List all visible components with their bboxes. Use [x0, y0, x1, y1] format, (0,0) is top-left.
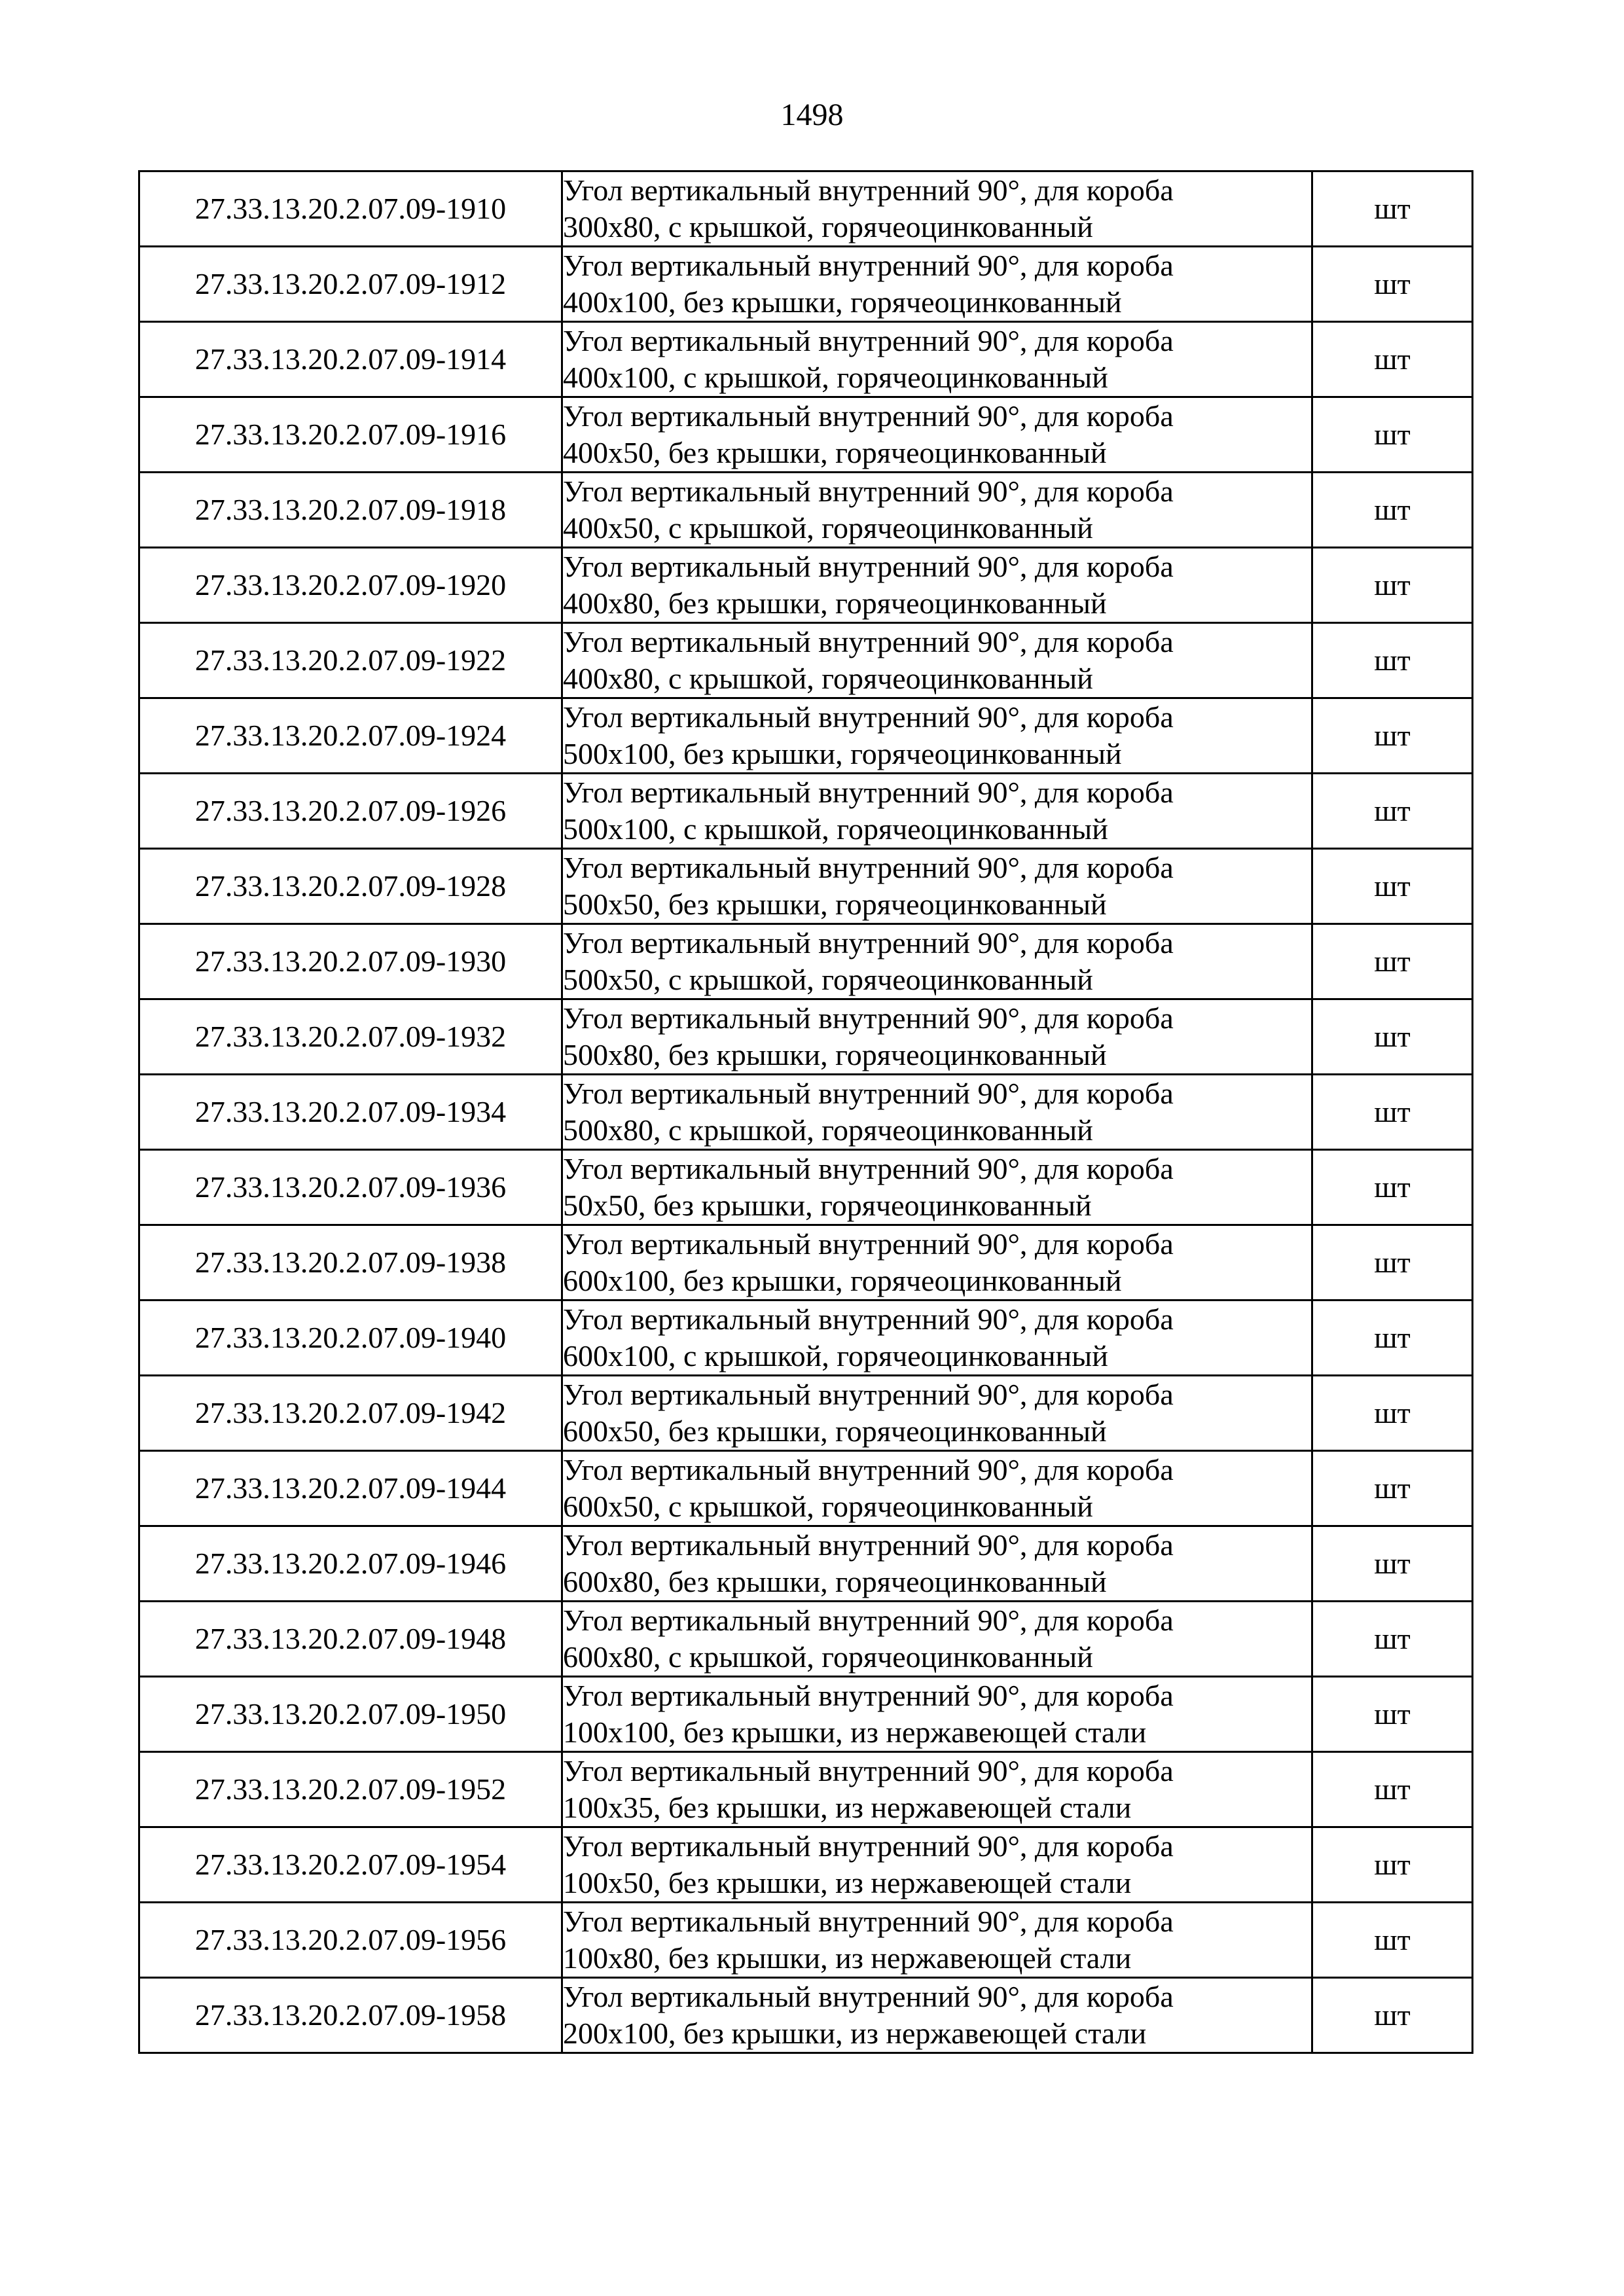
resource-code: 27.33.13.20.2.07.09-1912 — [139, 247, 562, 322]
description-line-1: Угол вертикальный внутренний 90°, для короба — [563, 700, 1174, 734]
description-line-1: Угол вертикальный внутренний 90°, для короба — [563, 1453, 1174, 1486]
table-body — [139, 171, 1473, 2053]
table-row — [139, 1300, 1473, 1376]
table-row — [139, 1526, 1473, 1602]
resource-description — [562, 247, 1312, 322]
resource-description — [562, 698, 1312, 774]
resource-description — [562, 924, 1312, 999]
resource-description — [562, 1978, 1312, 2053]
table-row — [139, 1150, 1473, 1225]
unit-of-measure: шт — [1312, 1602, 1473, 1677]
resource-code: 27.33.13.20.2.07.09-1948 — [139, 1602, 562, 1677]
unit-of-measure: шт — [1312, 548, 1473, 623]
resource-code: 27.33.13.20.2.07.09-1944 — [139, 1451, 562, 1526]
description-line-2: 100х50, без крышки, из нержавеющей стали — [563, 1866, 1132, 1899]
resource-description — [562, 1075, 1312, 1150]
table-row — [139, 473, 1473, 548]
description-line-2: 400х50, без крышки, горячеоцинкованный — [563, 436, 1107, 469]
resource-code: 27.33.13.20.2.07.09-1954 — [139, 1827, 562, 1903]
description-line-2: 400х80, без крышки, горячеоцинкованный — [563, 586, 1107, 620]
table-row — [139, 322, 1473, 397]
description-line-1: Угол вертикальный внутренний 90°, для короба — [563, 1754, 1174, 1787]
table-row — [139, 698, 1473, 774]
table-row — [139, 849, 1473, 924]
description-line-2: 500х100, с крышкой, горячеоцинкованный — [563, 812, 1108, 846]
description-line-1: Угол вертикальный внутренний 90°, для короба — [563, 1077, 1174, 1110]
resource-description — [562, 1225, 1312, 1300]
description-line-2: 600х50, с крышкой, горячеоцинкованный — [563, 1490, 1093, 1523]
resource-description — [562, 1903, 1312, 1978]
unit-of-measure: шт — [1312, 1677, 1473, 1752]
table-row — [139, 1075, 1473, 1150]
resource-code: 27.33.13.20.2.07.09-1926 — [139, 774, 562, 849]
unit-of-measure: шт — [1312, 623, 1473, 698]
unit-of-measure: шт — [1312, 1752, 1473, 1827]
resource-code: 27.33.13.20.2.07.09-1924 — [139, 698, 562, 774]
table-row — [139, 1752, 1473, 1827]
description-line-1: Угол вертикальный внутренний 90°, для короба — [563, 324, 1174, 357]
description-line-1: Угол вертикальный внутренний 90°, для короба — [563, 399, 1174, 433]
description-line-1: Угол вертикальный внутренний 90°, для короба — [563, 776, 1174, 809]
description-line-2: 200х100, без крышки, из нержавеющей стали — [563, 2017, 1147, 2050]
description-line-2: 100х80, без крышки, из нержавеющей стали — [563, 1941, 1132, 1975]
unit-of-measure: шт — [1312, 397, 1473, 473]
table-row — [139, 397, 1473, 473]
description-line-1: Угол вертикальный внутренний 90°, для короба — [563, 926, 1174, 960]
table-row — [139, 1827, 1473, 1903]
resource-description — [562, 999, 1312, 1075]
description-line-1: Угол вертикальный внутренний 90°, для короба — [563, 1302, 1174, 1336]
resource-code: 27.33.13.20.2.07.09-1918 — [139, 473, 562, 548]
resource-code: 27.33.13.20.2.07.09-1946 — [139, 1526, 562, 1602]
resource-table — [138, 170, 1473, 2054]
description-line-1: Угол вертикальный внутренний 90°, для короба — [563, 1378, 1174, 1411]
table-row — [139, 1978, 1473, 2053]
resource-code: 27.33.13.20.2.07.09-1938 — [139, 1225, 562, 1300]
table-row — [139, 548, 1473, 623]
description-line-2: 100х35, без крышки, из нержавеющей стали — [563, 1791, 1132, 1824]
description-line-2: 300х80, с крышкой, горячеоцинкованный — [563, 210, 1093, 243]
description-line-1: Угол вертикальный внутренний 90°, для короба — [563, 1905, 1174, 1938]
resource-description — [562, 548, 1312, 623]
resource-code: 27.33.13.20.2.07.09-1952 — [139, 1752, 562, 1827]
resource-code: 27.33.13.20.2.07.09-1950 — [139, 1677, 562, 1752]
description-line-1: Угол вертикальный внутренний 90°, для короба — [563, 625, 1174, 658]
description-line-2: 600х50, без крышки, горячеоцинкованный — [563, 1414, 1107, 1448]
resource-description — [562, 849, 1312, 924]
page-number: 1498 — [780, 98, 844, 132]
description-line-2: 500х50, без крышки, горячеоцинкованный — [563, 888, 1107, 921]
description-line-2: 400х50, с крышкой, горячеоцинкованный — [563, 511, 1093, 545]
resource-code: 27.33.13.20.2.07.09-1934 — [139, 1075, 562, 1150]
description-line-2: 400х100, с крышкой, горячеоцинкованный — [563, 361, 1108, 394]
description-line-1: Угол вертикальный внутренний 90°, для короба — [563, 475, 1174, 508]
resource-code: 27.33.13.20.2.07.09-1916 — [139, 397, 562, 473]
table-row — [139, 1376, 1473, 1451]
resource-code: 27.33.13.20.2.07.09-1920 — [139, 548, 562, 623]
unit-of-measure: шт — [1312, 171, 1473, 247]
description-line-2: 600х80, без крышки, горячеоцинкованный — [563, 1565, 1107, 1598]
unit-of-measure: шт — [1312, 924, 1473, 999]
unit-of-measure: шт — [1312, 1225, 1473, 1300]
resource-code: 27.33.13.20.2.07.09-1930 — [139, 924, 562, 999]
description-line-1: Угол вертикальный внутренний 90°, для короба — [563, 1604, 1174, 1637]
resource-description — [562, 1300, 1312, 1376]
description-line-2: 600х100, с крышкой, горячеоцинкованный — [563, 1339, 1108, 1372]
resource-description — [562, 1827, 1312, 1903]
unit-of-measure: шт — [1312, 849, 1473, 924]
resource-description — [562, 1602, 1312, 1677]
unit-of-measure: шт — [1312, 473, 1473, 548]
description-line-2: 600х80, с крышкой, горячеоцинкованный — [563, 1640, 1093, 1674]
unit-of-measure: шт — [1312, 698, 1473, 774]
resource-description — [562, 1752, 1312, 1827]
table-row — [139, 623, 1473, 698]
table-row — [139, 247, 1473, 322]
resource-description — [562, 1677, 1312, 1752]
table-row — [139, 999, 1473, 1075]
table-row — [139, 1225, 1473, 1300]
description-line-2: 500х80, без крышки, горячеоцинкованный — [563, 1038, 1107, 1071]
table-row — [139, 924, 1473, 999]
unit-of-measure: шт — [1312, 1827, 1473, 1903]
resource-description — [562, 171, 1312, 247]
unit-of-measure: шт — [1312, 1300, 1473, 1376]
description-line-1: Угол вертикальный внутренний 90°, для короба — [563, 1528, 1174, 1562]
resource-code: 27.33.13.20.2.07.09-1958 — [139, 1978, 562, 2053]
description-line-2: 50х50, без крышки, горячеоцинкованный — [563, 1189, 1092, 1222]
resource-description — [562, 1526, 1312, 1602]
description-line-1: Угол вертикальный внутренний 90°, для короба — [563, 1227, 1174, 1261]
unit-of-measure: шт — [1312, 1978, 1473, 2053]
unit-of-measure: шт — [1312, 999, 1473, 1075]
description-line-2: 600х100, без крышки, горячеоцинкованный — [563, 1264, 1122, 1297]
resource-code: 27.33.13.20.2.07.09-1932 — [139, 999, 562, 1075]
table-row — [139, 774, 1473, 849]
description-line-2: 500х100, без крышки, горячеоцинкованный — [563, 737, 1122, 770]
table-row — [139, 1903, 1473, 1978]
resource-code: 27.33.13.20.2.07.09-1910 — [139, 171, 562, 247]
resource-code: 27.33.13.20.2.07.09-1940 — [139, 1300, 562, 1376]
description-line-1: Угол вертикальный внутренний 90°, для короба — [563, 1829, 1174, 1863]
table-row — [139, 171, 1473, 247]
unit-of-measure: шт — [1312, 1376, 1473, 1451]
description-line-1: Угол вертикальный внутренний 90°, для короба — [563, 1679, 1174, 1712]
unit-of-measure: шт — [1312, 1075, 1473, 1150]
resource-description — [562, 1376, 1312, 1451]
description-line-1: Угол вертикальный внутренний 90°, для короба — [563, 550, 1174, 583]
resource-description — [562, 623, 1312, 698]
description-line-2: 400х100, без крышки, горячеоцинкованный — [563, 285, 1122, 319]
unit-of-measure: шт — [1312, 1150, 1473, 1225]
unit-of-measure: шт — [1312, 1451, 1473, 1526]
resource-description — [562, 322, 1312, 397]
description-line-1: Угол вертикальный внутренний 90°, для короба — [563, 1980, 1174, 2013]
description-line-1: Угол вертикальный внутренний 90°, для короба — [563, 851, 1174, 884]
resource-description — [562, 1150, 1312, 1225]
unit-of-measure: шт — [1312, 247, 1473, 322]
resource-code: 27.33.13.20.2.07.09-1922 — [139, 623, 562, 698]
description-line-1: Угол вертикальный внутренний 90°, для короба — [563, 249, 1174, 282]
resource-description — [562, 774, 1312, 849]
unit-of-measure: шт — [1312, 322, 1473, 397]
resource-description — [562, 1451, 1312, 1526]
table-row — [139, 1677, 1473, 1752]
table-row — [139, 1451, 1473, 1526]
resource-code: 27.33.13.20.2.07.09-1928 — [139, 849, 562, 924]
description-line-2: 500х50, с крышкой, горячеоцинкованный — [563, 963, 1093, 996]
unit-of-measure: шт — [1312, 1903, 1473, 1978]
description-line-1: Угол вертикальный внутренний 90°, для короба — [563, 1001, 1174, 1035]
unit-of-measure: шт — [1312, 1526, 1473, 1602]
resource-description — [562, 473, 1312, 548]
resource-code: 27.33.13.20.2.07.09-1942 — [139, 1376, 562, 1451]
table-row — [139, 1602, 1473, 1677]
resource-code: 27.33.13.20.2.07.09-1936 — [139, 1150, 562, 1225]
unit-of-measure: шт — [1312, 774, 1473, 849]
description-line-1: Угол вертикальный внутренний 90°, для короба — [563, 173, 1174, 207]
description-line-1: Угол вертикальный внутренний 90°, для короба — [563, 1152, 1174, 1185]
description-line-2: 100х100, без крышки, из нержавеющей стали — [563, 1715, 1147, 1749]
description-line-2: 500х80, с крышкой, горячеоцинкованный — [563, 1113, 1093, 1147]
description-line-2: 400х80, с крышкой, горячеоцинкованный — [563, 662, 1093, 695]
resource-code: 27.33.13.20.2.07.09-1914 — [139, 322, 562, 397]
resource-code: 27.33.13.20.2.07.09-1956 — [139, 1903, 562, 1978]
resource-description — [562, 397, 1312, 473]
